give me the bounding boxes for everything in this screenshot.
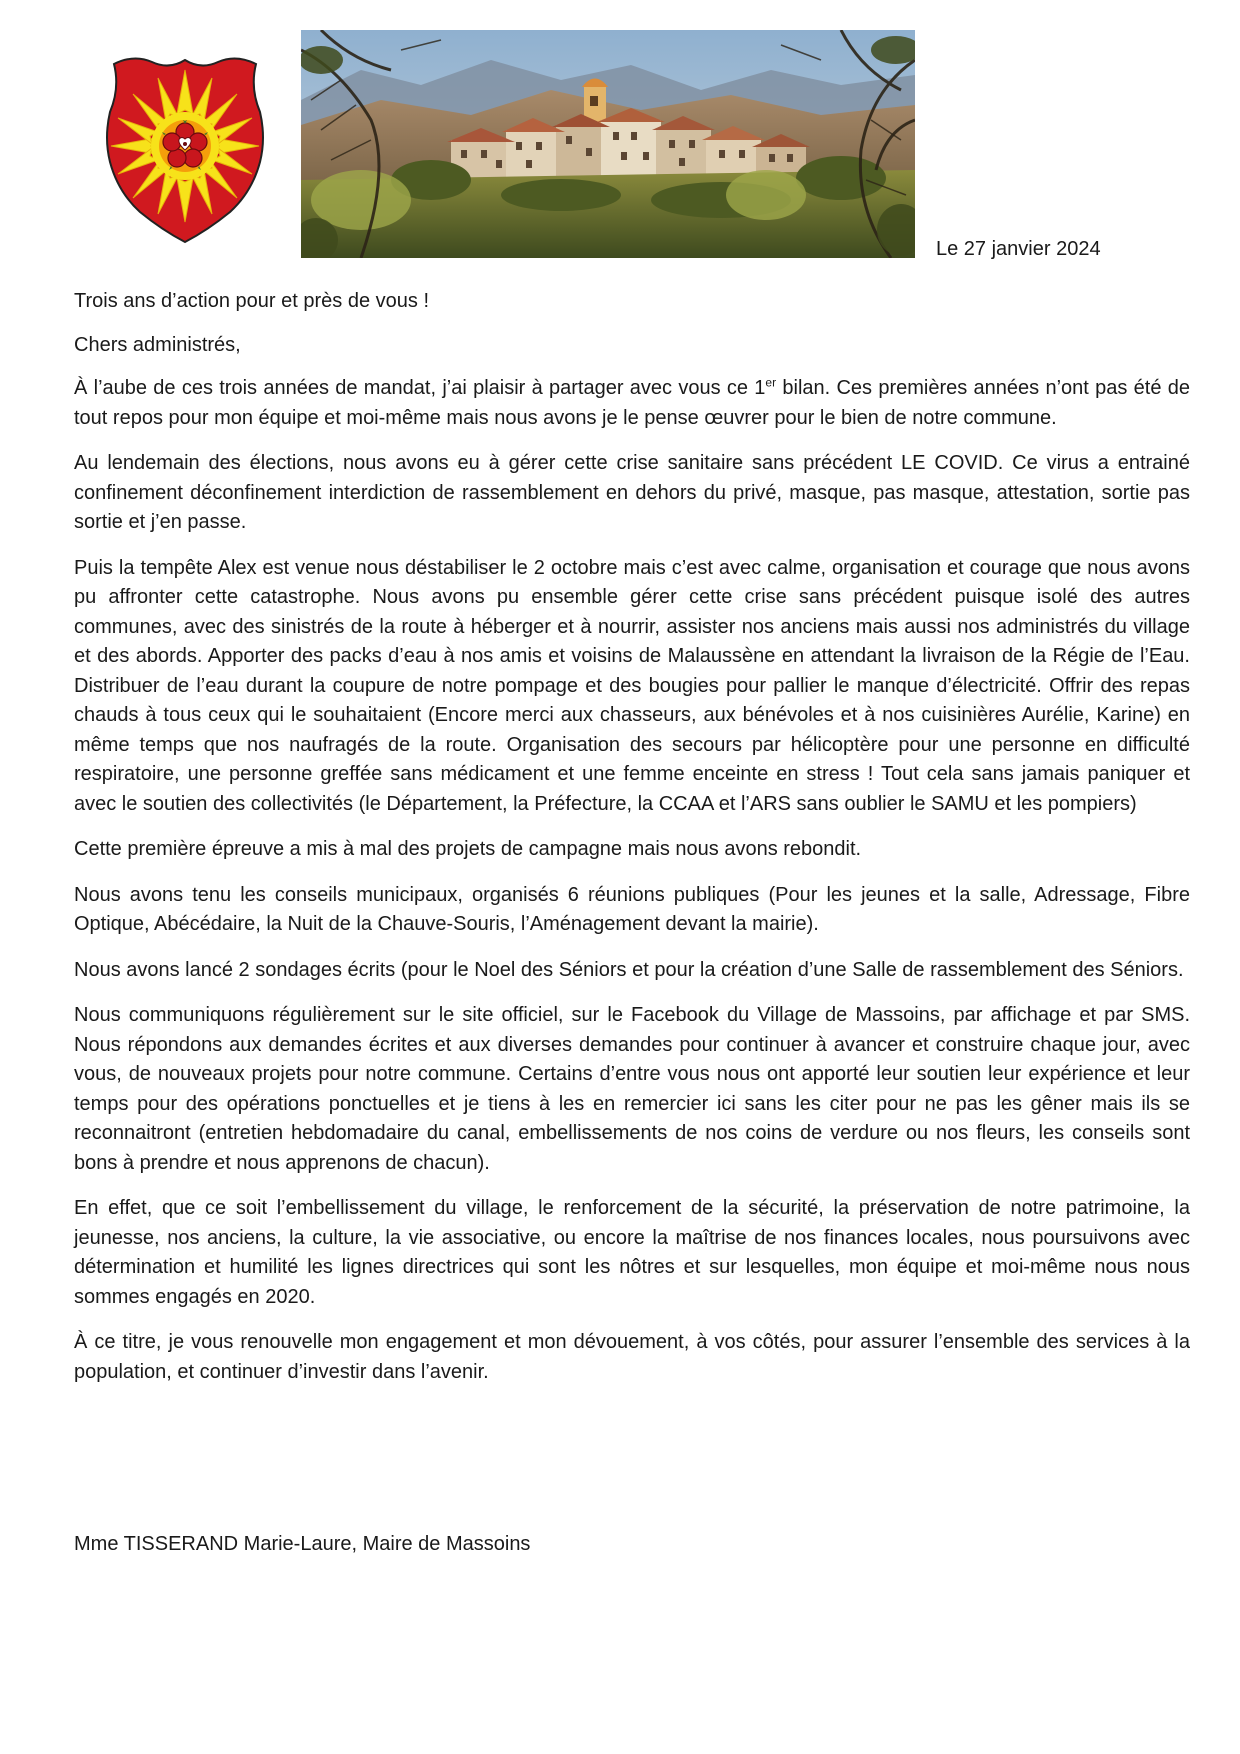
ordinal-superscript: er: [765, 375, 777, 390]
paragraph-1-start: À l’aube de ces trois années de mandat, j’ai plaisir à partager avec vous ce 1: [74, 377, 766, 399]
signature: Mme TISSERAND Marie-Laure, Maire de Massoins: [74, 1533, 531, 1555]
paragraph-6: Nous avons lancé 2 sondages écrits (pour le Noel des Séniors et pour la création d’une Salle de rassemblement des Séniors.: [74, 958, 1184, 981]
letter-date: Le 27 janvier 2024: [936, 238, 1101, 260]
paragraph-4: Cette première épreuve a mis à mal des projets de campagne mais nous avons rebondit.: [74, 838, 862, 860]
paragraph-9: À ce titre, je vous renouvelle mon engagement et mon dévouement, à vos côtés, pour assurer l’ensemble des services à la population, et continuer d’investir dans l’avenir.: [74, 1331, 1190, 1383]
village-banner-image: [301, 30, 915, 258]
paragraph-5: Nous avons tenu les conseils municipaux, organisés 6 réunions publiques (Pour les jeunes et la salle, Adressage, Fibre Optique, Abécédaire, la Nuit de la Chauve-Souris, l’Aménagement devant la mairie).: [74, 883, 1190, 935]
paragraph-1: [74, 374, 1190, 433]
coat-of-arms-icon: [100, 50, 270, 245]
paragraph-1-end: bilan. Ces premières années n’ont pas été de tout repos pour mon équipe et moi-même mais nous avons je le pense œuvrer pour le bien de notre commune.: [74, 377, 1191, 429]
letter-body: [74, 287, 1190, 1403]
paragraph-2: Au lendemain des élections, nous avons eu à gérer cette crise sanitaire sans précédent LE COVID. Ce virus a entrainé confinement déconfinement interdiction de rassemblement en dehors du privé, masque, pas masque, attestation, sortie pas sortie et j’en passe.: [74, 452, 1190, 533]
letter-title: Trois ans d’action pour et près de vous !: [74, 290, 429, 312]
paragraph-3: Puis la tempête Alex est venue nous déstabiliser le 2 octobre mais c’est avec calme, organisation et courage que nous avons pu affronter cette catastrophe. Nous avons pu ensemble gérer cette crise sans précédent puisque isolé des autres communes, avec des sinistrés de la route à héberger et à nourrir, assister nos anciens mais aussi nos administrés du village et des abords. Apporter des packs d’eau à nos amis et voisins de Malaussène en attendant la livraison de la Régie de l’Eau. Distribuer de l’eau durant la coupure de notre pompage et des bougies pour pallier le manque d’électricité. Offrir des repas chauds à tous ceux qui le souhaitaient (Encore merci aux chasseurs, aux bénévoles et à nos cuisinières Aurélie, Karine) en même temps que nos naufragés de la route. Organisation des secours par hélicoptère pour une personne en difficulté respiratoire, une personne greffée sans médicament et une femme enceinte en stress ! Tout cela sans jamais paniquer et avec le soutien des collectivités (le Département, la Préfecture, la CCAA et l’ARS sans oublier le SAMU et les pompiers): [74, 556, 1190, 815]
letter-greeting: Chers administrés,: [74, 333, 241, 356]
paragraph-8: En effet, que ce soit l’embellissement du village, le renforcement de la sécurité, la préservation de notre patrimoine, la jeunesse, nos anciens, la culture, la vie associative, ou encore la maîtrise de nos finances locales, nous poursuivons avec détermination et humilité les lignes directrices qui sont les nôtres et sur lesquelles, mon équipe et moi-même nous nous sommes engagés en 2020.: [74, 1197, 1190, 1308]
paragraph-7: Nous communiquons régulièrement sur le site officiel, sur le Facebook du Village de Massoins, par affichage et par SMS. Nous répondons aux demandes écrites et aux diverses demandes pour continuer à avancer et construire chaque jour, avec vous, de nouveaux projets pour notre commune. Certains d’entre vous nous ont apporté leur soutien leur expérience et leur temps pour des opérations ponctuelles et je tiens à les en remercier ici sans les citer pour ne pas les gêner mais ils se reconnaitront (entretien hebdomadaire du canal, embellissements de nos coins de verdure ou nos fleurs, les conseils sont bons à prendre et nous apprenons de chacun).: [74, 1004, 1190, 1174]
